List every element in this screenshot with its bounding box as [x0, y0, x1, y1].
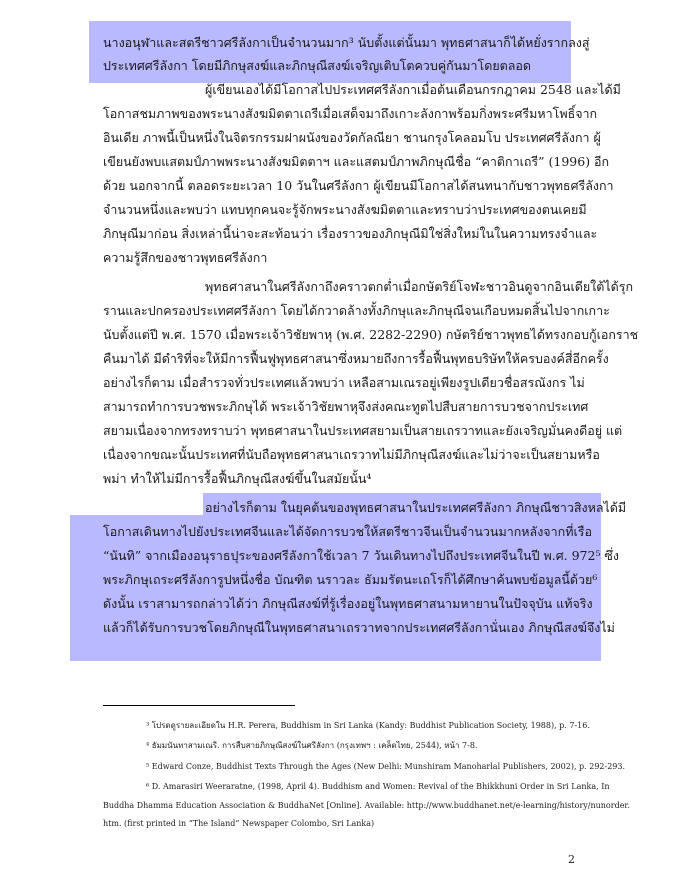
body-line: ประเทศศรีลังกา โดยมีภิกษุสงฆ์และภิกษุณีสงฆ์เจริญเติบโตควบคู่กันมาโดยตลอด: [103, 58, 532, 73]
body-line: อย่างไรก็ตาม เมื่อสำรวจทั่วประเทศแล้วพบว่า เหลือสามเณรอยู่เพียงรูปเดียวชื่อสรณังกร ไม่: [103, 375, 585, 390]
body-line: พระภิกษุเถระศรีลังการูปหนึ่งชื่อ บัณฑิต นราวละ ธัมมรัตนะเถโรก็ได้ศึกษาค้นพบข้อมูลนี้ด้วย⁶: [103, 572, 598, 587]
footnote-3: ³ โปรดดูรายละเอียดใน H.R. Perera, Buddhism in Sri Lanka (Kandy: Buddhist Publication Society, 1988), p. 7-16.: [146, 721, 590, 730]
body-line: อินเดีย ภาพนี้เป็นหนึ่งในจิตรกรรมฝาผนังของวัดกัลณียา ชานกรุงโคลอมโบ ประเทศศรีลังกา ผู้: [103, 130, 601, 145]
body-line: ภิกษุณีมาก่อน สิ่งเหล่านี้น่าจะสะท้อนว่า เรื่องราวของภิกษุณีมิใช่สิ่งใหม่ในในความทรงจำและ: [103, 226, 598, 241]
body-line: นางอนุฬาและสตรีชาวศรีลังกาเป็นจำนวนมาก³ นับตั้งแต่นั้นมา พุทธศาสนาก็ได้หยั่งรากลงสู่: [103, 35, 590, 50]
paragraph-start: พุทธศาสนาในศรีลังกาถึงคราวตกต่ำเมื่อกษัตริย์โจฬะชาวอินดูจากอินเดียใต้ได้รุก: [205, 279, 634, 294]
body-line: คืนมาได้ มีดำริที่จะให้มีการฟื้นฟูพุทธศาสนาซึ่งหมายถึงการรื้อฟื้นพุทธบริษัทให้ครบองค์สี่อีกครั้ง: [103, 351, 609, 366]
footnote-4: ⁴ ธัมมนันทาสามเณรี. การสืบสายภิกษุณีสงฆ์ในศรีลังกา (กรุงเทพฯ : เคล็ดไทย, 2544), หน้า 7-8.: [146, 741, 478, 750]
body-line: สยามเนื่องจากทรงทราบว่า พุทธศาสนาในประเทศสยามเป็นสายเถรวาทและยังเจริญมั่นคงดีอยู่ แต่: [103, 423, 623, 438]
body-line: เนื่องจากขณะนั้นประเทศที่นับถือพุทธศาสนาเถรวาทไม่มีภิกษุณีสงฆ์และไม่ว่าจะเป็นสยามหรือ: [103, 447, 600, 462]
footnote-6-cont: Buddha Dhamma Education Association & BuddhaNet [Online]. Available: http://www.buddhanet.net/e-learning/history/nunorder.: [103, 801, 630, 810]
body-line: นับตั้งแต่ปี พ.ศ. 1570 เมื่อพระเจ้าวิชัยพาหุ (พ.ศ. 2282-2290) กษัตริย์ชาวพุทธได้ทรงกอบกู้เอกราช: [103, 327, 639, 342]
body-line: โอกาสชมภาพของพระนางสังฆมิตตาเถรีเมื่อเสด็จมาถึงเกาะลังกาพร้อมกิ่งพระศรีมหาโพธิ์จาก: [103, 106, 598, 121]
body-line: สามารถทำการบวชพระภิกษุได้ พระเจ้าวิชัยพาหุจึงส่งคณะทูตไปสืบสายการบวชจากประเทศ: [103, 399, 589, 414]
footnote-6-cont: htm. (first printed in “The Island” Newspaper Colombo, Sri Lanka): [103, 819, 375, 828]
paragraph-start: ผู้เขียนเองได้มีโอกาสไปประเทศศรีลังกาเมื่อต้นเดือนกรกฎาคม 2548 และได้มี: [205, 82, 621, 97]
footnote-6: ⁶ D. Amarasiri Weeraratne, (1998, April 4). Buddhism and Women: Revival of the Bhikkhuni Order in Sri Lanka, In: [146, 782, 610, 791]
body-line: รานและปกครองประเทศศรีลังกา โดยได้กวาดล้างทั้งภิกษุและภิกษุณีจนเกือบหมดสิ้นไปจากเกาะ: [103, 303, 610, 318]
page-number: 2: [568, 853, 575, 866]
body-line: ด้วย นอกจากนี้ ตลอดระยะเวลา 10 วันในศรีลังกา ผู้เขียนมีโอกาสได้สนทนากับชาวพุทธศรีลังกา: [103, 178, 614, 193]
body-line: “นันทิ” จากเมืองอนุราธปุระของศรีลังกาใช้เวลา 7 วันเดินทางไปถึงประเทศจีนในปี พ.ศ. 972⁵ ซึ่ง: [103, 548, 620, 563]
body-line: ความรู้สึกของชาวพุทธศรีลังกา: [103, 250, 268, 265]
body-line: ดังนั้น เราสามารถกล่าวได้ว่า ภิกษุณีสงฆ์ที่รู้เรื่องอยู่ในพุทธศาสนามหายานในปัจจุบัน แท้จริง: [103, 596, 593, 611]
paragraph-start: อย่างไรก็ตาม ในยุคต้นของพุทธศาสนาในประเทศศรีลังกา ภิกษุณีชาวสิงหลได้มี: [205, 500, 627, 515]
body-line: เขียนยังพบแสตมป์ภาพพระนางสังฆมิตตาฯ และแสตมป์ภาพภิกษุณีชื่อ “คาติกาเถรี” (1996) อีก: [103, 154, 610, 169]
highlight-bottom-step: [70, 493, 203, 515]
footnote-5: ⁵ Edward Conze, Buddhist Texts Through the Ages (New Delhi: Munshiram Manoharlal Publishers, 2002), p. 292-293.: [146, 762, 626, 771]
body-line: พม่า ทำให้ไม่มีการรื้อฟื้นภิกษุณีสงฆ์ขึ้นในสมัยนั้น⁴: [103, 471, 372, 486]
body-line: โอกาสเดินทางไปยังประเทศจีนและได้จัดการบวชให้สตรีชาวจีนเป็นจำนวนมากหลังจากที่เรือ: [103, 524, 592, 539]
body-line: แล้วก็ได้รับการบวชโดยภิกษุณีในพุทธศาสนาเถรวาทจากประเทศศรีลังกานั่นเอง ภิกษุณีสงฆ์จึงไม่: [103, 620, 615, 635]
body-line: จำนวนหนึ่งและพบว่า แทบทุกคนจะรู้จักพระนางสังฆมิตตาและทราบว่าประเทศของตนเคยมี: [103, 202, 587, 217]
footnote-separator: [103, 705, 295, 706]
